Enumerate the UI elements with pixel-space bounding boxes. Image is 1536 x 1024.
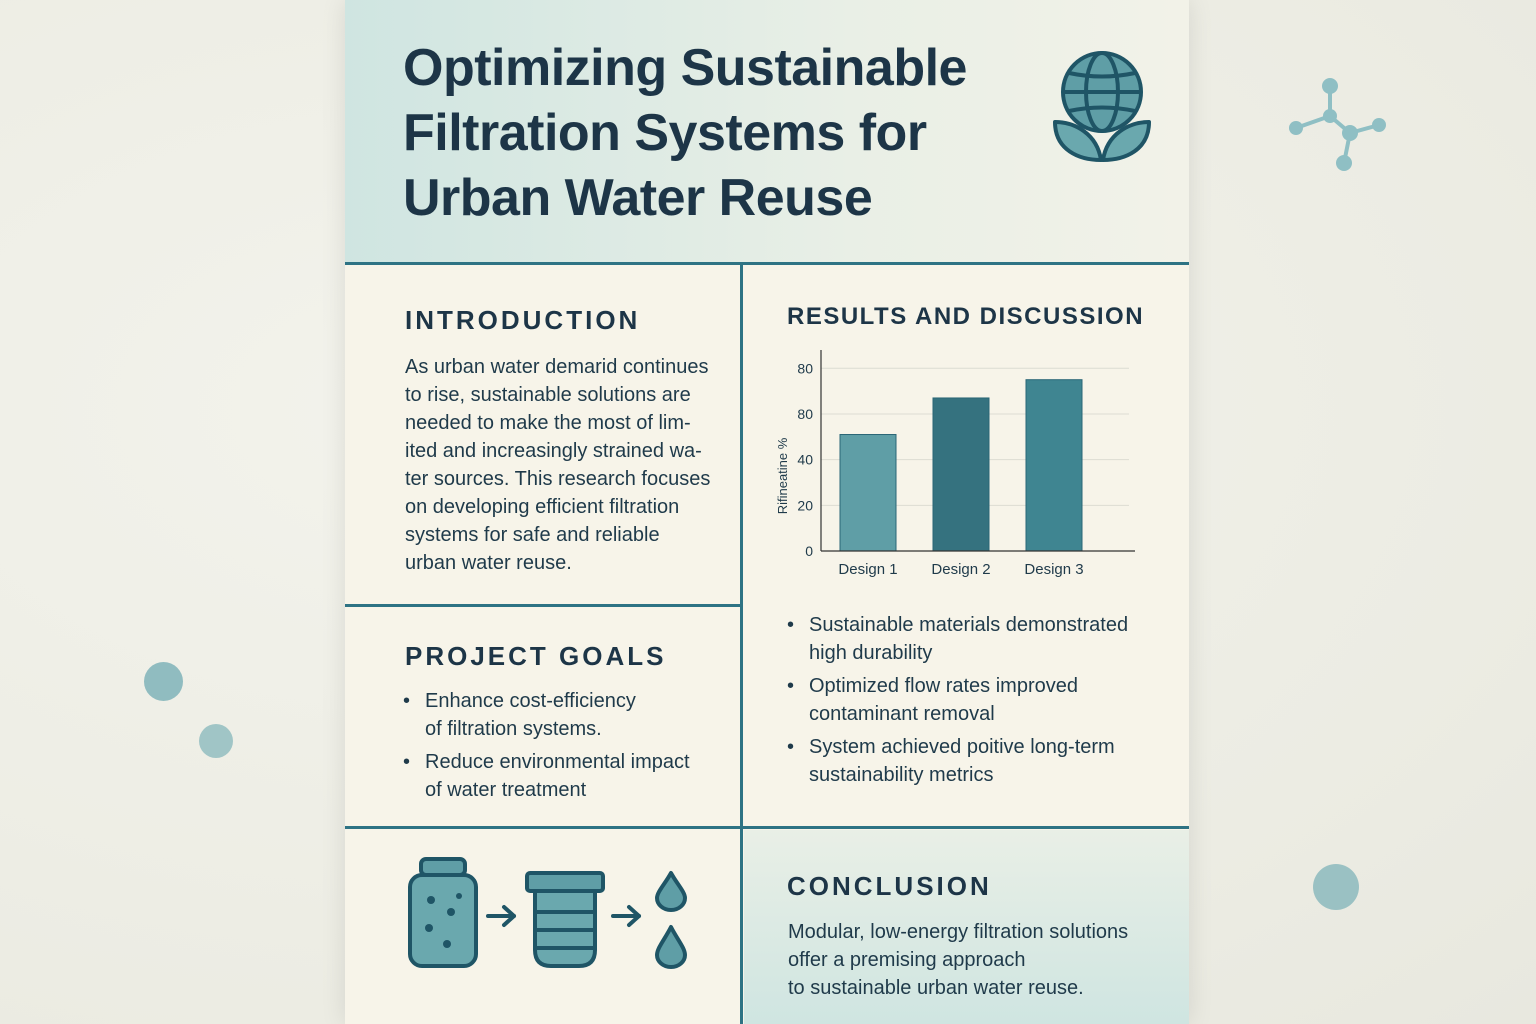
list-item <box>403 687 723 743</box>
bar-design-1 <box>840 435 896 551</box>
text-line: offer a premising approach <box>788 949 1026 971</box>
text-line: ter sources. This research focuses <box>405 468 711 490</box>
divider <box>345 262 1189 265</box>
arrow-right-icon <box>610 903 644 929</box>
text-line: • Sustainable materials demonstrated <box>809 614 1129 636</box>
text-line: needed to make the most of lim- <box>405 412 691 434</box>
bar-design-2 <box>933 398 989 551</box>
divider <box>345 604 742 607</box>
globe-leaf-icon <box>1049 46 1155 166</box>
text-line: • Reduce environmental impact <box>425 751 690 773</box>
text-line: urban water reuse. <box>405 552 572 574</box>
results-bar-chart <box>755 340 1155 585</box>
x-tick-label: Design 3 <box>1024 561 1084 578</box>
poster <box>345 0 1189 1024</box>
text-line: • Optimized flow rates improved <box>809 675 1078 697</box>
project-goals-list <box>403 687 723 809</box>
introduction-text <box>405 353 725 577</box>
y-tick-label: 80 <box>797 405 813 422</box>
list-item <box>403 748 723 804</box>
x-tick-label: Design 2 <box>931 561 991 578</box>
text-line: systems for safe and reliable <box>405 524 660 546</box>
divider <box>345 826 1189 829</box>
text-line: to sustainable urban water reuse. <box>788 977 1084 999</box>
text-line: • System achieved poitive long-term <box>809 736 1115 758</box>
molecule-icon <box>1280 70 1395 180</box>
list-item <box>787 733 1167 789</box>
introduction-heading: INTRODUCTION <box>405 305 641 335</box>
filter-housing-icon <box>523 870 607 970</box>
text-line: As urban water demarid continues <box>405 356 709 378</box>
arrow-right-icon <box>485 903 519 929</box>
list-item <box>787 672 1167 728</box>
divider <box>740 262 743 1024</box>
title-line: Urban Water Reuse <box>403 169 873 227</box>
text-line: to rise, sustainable solutions are <box>405 384 691 406</box>
text-line: of water treatment <box>425 779 587 801</box>
poster-title <box>403 36 1053 231</box>
conclusion-text <box>788 918 1168 1002</box>
decor-dot <box>1313 864 1359 910</box>
text-line: ited and increasingly strained wa- <box>405 440 702 462</box>
bar-design-3 <box>1026 380 1082 551</box>
y-tick-label: 20 <box>797 497 813 514</box>
decor-dot <box>199 724 233 758</box>
results-list <box>787 611 1167 794</box>
text-line: of filtration systems. <box>425 718 602 740</box>
text-line: on developing efficient filtration <box>405 496 680 518</box>
list-item <box>787 611 1167 667</box>
y-tick-label: 40 <box>797 451 813 468</box>
results-heading: RESULTS AND DISCUSSION <box>787 303 1145 330</box>
x-tick-label: Design 1 <box>838 561 898 578</box>
water-drop-icon <box>653 924 689 970</box>
y-tick-label: 80 <box>797 360 813 377</box>
text-line: sustainability metrics <box>809 764 994 786</box>
project-goals-heading: PROJECT GOALS <box>405 641 667 671</box>
filter-cartridge-icon <box>405 856 481 970</box>
y-tick-label: 0 <box>805 543 813 559</box>
conclusion-heading: CONCLUSION <box>787 871 992 901</box>
water-drop-icon <box>653 870 689 912</box>
text-line: high durability <box>809 642 933 664</box>
text-line: Modular, low-energy filtration solutions <box>788 921 1129 943</box>
decor-dot <box>144 662 183 701</box>
text-line: contaminant removal <box>809 703 995 725</box>
y-axis-label: Rifineatine % <box>775 437 790 515</box>
title-line: Optimizing Sustainable <box>403 39 967 97</box>
title-line: Filtration Systems for <box>403 104 927 162</box>
text-line: • Enhance cost-efficiency <box>425 690 636 712</box>
